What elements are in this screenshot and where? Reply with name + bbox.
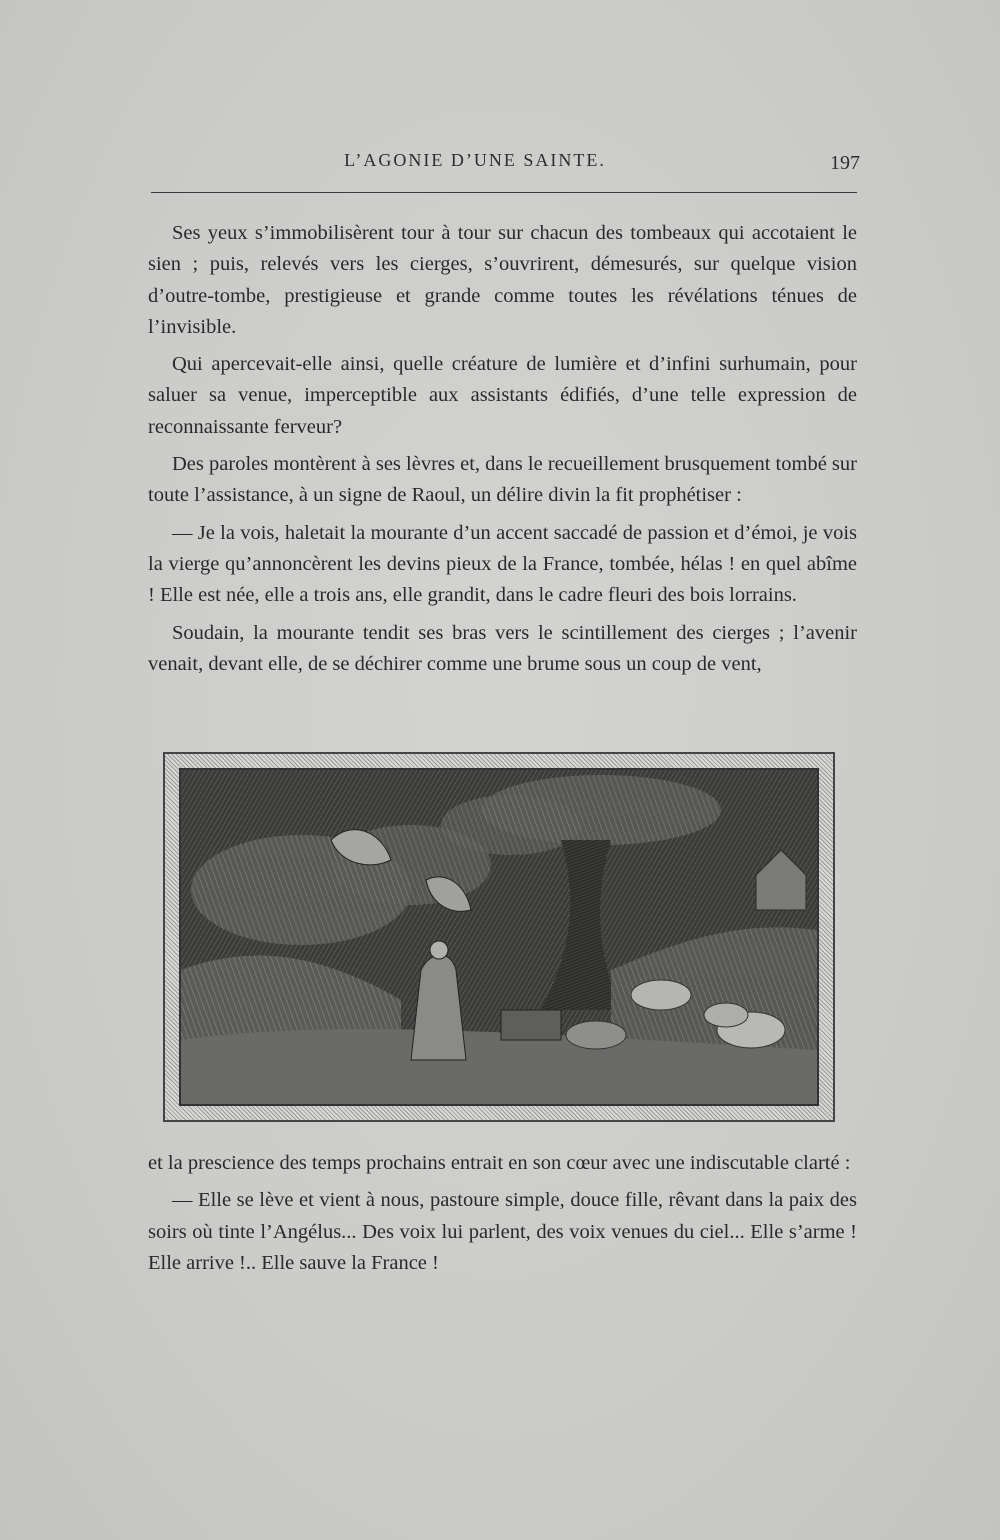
shepherdess-head [430, 941, 448, 959]
paragraph: Qui apercevait-elle ainsi, quelle créature de lumière et d’infini surhumain, pour saluer sa venue, imperceptible aux assistants édifiés, d’une telle expression de reconnaissante ferveur? [148, 353, 857, 438]
body-text-bottom [148, 1148, 857, 1285]
sheep [631, 980, 691, 1010]
well-stones [501, 1010, 561, 1040]
paragraph: et la prescience des temps prochains entrait en son cœur avec une indiscutable clarté : [148, 1152, 851, 1174]
tree-canopy [441, 795, 581, 855]
shrub [566, 1021, 626, 1049]
paragraph: — Je la vois, haletait la mourante d’un accent saccadé de passion et d’émoi, je vois la vierge qu’annoncèrent les devins pieux de la France, tombée, hélas ! en quel abîme ! Elle est née, elle a trois ans, elle grandit, dans le cadre fleuri des bois lorrains. [148, 521, 857, 607]
running-title: L’AGONIE D’UNE SAINTE. [344, 150, 606, 170]
body-text-top [148, 218, 857, 686]
header-rule [151, 192, 857, 193]
paragraph: — Elle se lève et vient à nous, pastoure simple, douce fille, rêvant dans la paix des soirs où tinte l’Angélus... Des voix lui parlent, des voix venues du ciel... Elle s’arme ! Elle arrive !.. Elle sauve la France ! [148, 1189, 857, 1274]
paragraph: Des paroles montèrent à ses lèvres et, dans le recueillement brusquement tombé sur toute l’assistance, à un signe de Raoul, un délire divin la fit prophétiser : [148, 453, 857, 507]
engraving-frame [179, 768, 819, 1106]
paragraph: Soudain, la mourante tendit ses bras vers le scintillement des cierges ; l’avenir venait, devant elle, de se déchirer comme une brume sous un coup de vent, [148, 621, 857, 675]
engraving-scene [181, 770, 817, 1104]
engraving-illustration [163, 752, 835, 1122]
paragraph: Ses yeux s’immobilisèrent tour à tour sur chacun des tombeaux qui accotaient le sien ; puis, relevés vers les cierges, s’ouvrirent, démesurés, sur quelque vision d’outre-tombe, prestigieuse et grande comme toutes les révélations ténues de l’invisible. [148, 222, 857, 338]
sheep [704, 1003, 748, 1027]
page-number: 197 [830, 152, 860, 174]
running-head [150, 150, 860, 182]
